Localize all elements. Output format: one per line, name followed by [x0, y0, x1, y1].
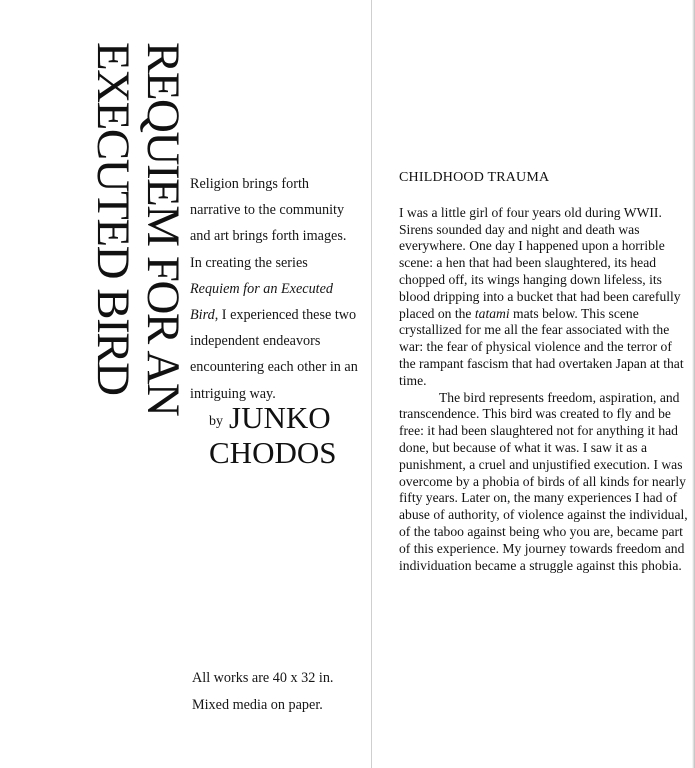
specs-dimensions: All works are 40 x 32 in. [192, 670, 334, 686]
intro-text-b: , I experienced these two independent endeavors encountering each other in an intriguing way. [190, 307, 358, 402]
author-first-name: JUNKO [229, 400, 331, 435]
artwork-specs [192, 665, 362, 719]
essay-p1-text-b: mats below. This scene crystallized for me all the fear associated with the war: the fear of physical violence and the terror of the rampant fascism that had overtaken Japan at that time. [399, 305, 684, 388]
essay-column [399, 170, 689, 574]
intro-paragraph [190, 171, 360, 407]
fold-line [371, 0, 372, 768]
intro-text-a: Religion brings forth narrative to the community and art brings forth images. In creating the series [190, 176, 347, 271]
specs-medium: Mixed media on paper. [192, 697, 323, 713]
essay-heading: CHILDHOOD TRAUMA [399, 170, 550, 185]
vertical-title [78, 42, 188, 512]
author-last-name: CHODOS [209, 435, 337, 470]
essay-p1-italic: tatami [474, 305, 510, 321]
series-name: Requiem for an Executed Bird [190, 280, 334, 324]
author-byline [209, 402, 369, 468]
title-line-1: REQUIEM FOR AN [137, 42, 189, 416]
essay-p1-text-a: I was a little girl of four years old during WWII. Sirens sounded day and night and death was everywhere. One day I happened upon a horrible scene: a hen that had been slaughtered, its head chopped off, its wings hanging down lifeless, its blood dripping into a bucket that had been carefully placed on the [399, 204, 681, 321]
byline-by: by [209, 414, 223, 429]
essay-paragraph-2: The bird represents freedom, aspiration, and transcendence. This bird was created to fly and be free: it had been slaughtered not for anything it had done, but because of what it was. I saw it as a punishment, a cruel and unjustified execution. I was overcome by a phobia of birds of all kinds for nearly fifty years. Later on, the many experiences I had of abuse of authority, of violence against the individual, of the taboo against being who you are, became part of this experience. My journey towards freedom and individuation became a struggle against this phobia. [399, 389, 688, 573]
title-line-2: EXECUTED BIRD [87, 42, 139, 395]
essay-paragraph-1 [399, 205, 689, 390]
